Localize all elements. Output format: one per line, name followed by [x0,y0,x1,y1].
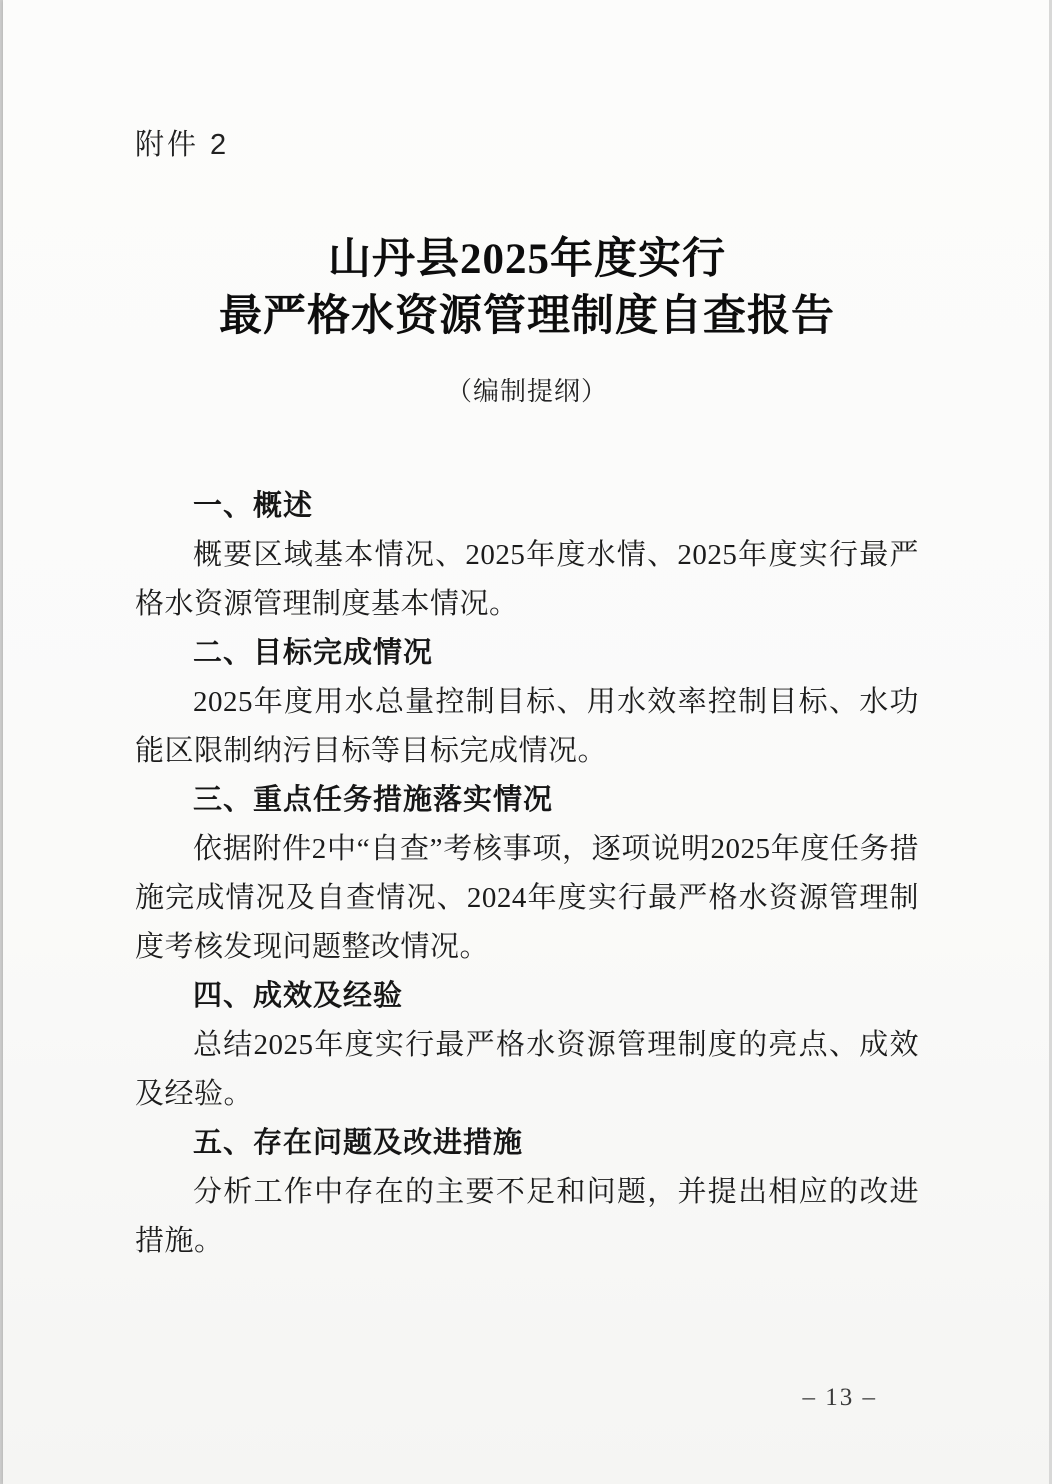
document-subtitle: （编制提纲） [445,377,608,406]
document-body [135,482,919,1266]
page-number: – 13 – [802,1384,877,1411]
section-5-paragraph: 分析工作中存在的主要不足和问题，并提出相应的改进措施。 [135,1176,919,1257]
section-3-heading: 三、重点任务措施落实情况 [193,784,554,816]
attachment-label: 附件 2 [135,129,230,161]
section-3-paragraph: 依据附件2中“自查”考核事项，逐项说明2025年度任务措施完成情况及自查情况、2024年度实行最严格水资源管理制度考核发现问题整改情况。 [135,833,919,963]
section-1-heading: 一、概述 [193,490,314,522]
section-1-paragraph: 概要区域基本情况、2025年度水情、2025年度实行最严格水资源管理制度基本情况。 [135,539,919,620]
document-page [3,0,1049,1484]
section-2-paragraph: 2025年度用水总量控制目标、用水效率控制目标、水功能区限制纳污目标等目标完成情况。 [135,686,919,767]
document-title-line2: 最严格水资源管理制度自查报告 [219,293,835,340]
page-content [135,0,919,1266]
section-4-paragraph: 总结2025年度实行最严格水资源管理制度的亮点、成效及经验。 [135,1029,919,1110]
document-title [135,231,919,345]
document-title-line1: 山丹县2025年度实行 [328,236,726,283]
section-2-heading: 二、目标完成情况 [193,637,434,669]
section-5-heading: 五、存在问题及改进措施 [193,1127,524,1159]
section-4-heading: 四、成效及经验 [193,980,404,1012]
